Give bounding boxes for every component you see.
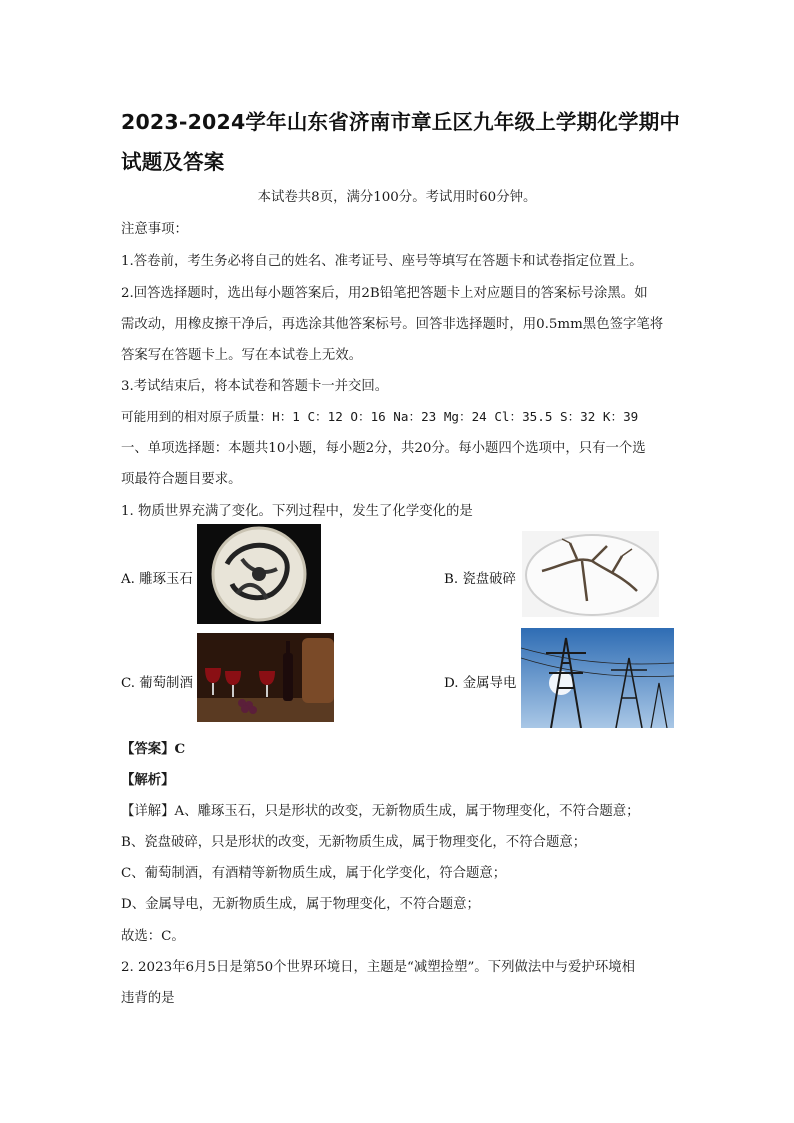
note-item-3: 3.考试结束后，将本试卷和答题卡一并交回。 bbox=[121, 379, 389, 394]
atomic-masses: 可能用到的相对原子质量：H：1 C：12 O：16 Na：23 Mg：24 Cl：35.5 S：32 K：39 bbox=[121, 409, 639, 424]
exam-intro: 本试卷共8页，满分100分。考试用时60分钟。 bbox=[257, 190, 537, 205]
question-2-stem-line-1: 2. 2023年6月5日是第50个世界环境日，主题是“减塑捡塑”。下列做法中与爱护环境相 bbox=[121, 960, 635, 975]
conclusion: 故选：C。 bbox=[121, 929, 185, 944]
broken-plate-image bbox=[522, 531, 659, 617]
jade-carving-image bbox=[197, 524, 321, 624]
option-a-label: A. 雕琢玉石 bbox=[121, 572, 193, 587]
detail-line-b: B、瓷盘破碎，只是形状的改变，无新物质生成，属于物理变化，不符合题意； bbox=[121, 835, 587, 850]
section-heading-line-2: 项最符合题目要求。 bbox=[121, 472, 242, 487]
power-tower-image bbox=[521, 628, 674, 728]
notes-heading: 注意事项： bbox=[121, 222, 188, 237]
detail-line-c: C、葡萄制酒，有酒精等新物质生成，属于化学变化，符合题意； bbox=[121, 866, 507, 881]
detail-line-a: 【详解】A、雕琢玉石，只是形状的改变，无新物质生成，属于物理变化，不符合题意； bbox=[121, 804, 640, 819]
question-1-stem: 1. 物质世界充满了变化。下列过程中，发生了化学变化的是 bbox=[121, 504, 473, 519]
note-item-2-line-3: 答案写在答题卡上。写在本试卷上无效。 bbox=[121, 348, 363, 363]
note-item-2-line-2: 需改动，用橡皮擦干净后，再选涂其他答案标号。回答非选择题时，用0.5mm黑色签字笔将 bbox=[121, 317, 664, 332]
note-item-2-line-1: 2.回答选择题时，选出每小题答案后，用2B铅笔把答题卡上对应题目的答案标号涂黑。如 bbox=[121, 286, 648, 301]
question-2-stem-line-2: 违背的是 bbox=[121, 991, 175, 1006]
answer-label: 【答案】C bbox=[121, 741, 186, 757]
option-b-label: B. 瓷盘破碎 bbox=[444, 572, 516, 587]
note-item-1: 1.答卷前，考生务必将自己的姓名、准考证号、座号等填写在答题卡和试卷指定位置上。 bbox=[121, 254, 643, 269]
analysis-label: 【解析】 bbox=[121, 772, 175, 788]
option-c-label: C. 葡萄制酒 bbox=[121, 676, 193, 691]
wine-image bbox=[197, 633, 334, 722]
title-line-2: 试题及答案 bbox=[121, 150, 225, 174]
section-heading-line-1: 一、单项选择题：本题共10小题，每小题2分，共20分。每小题四个选项中，只有一个选 bbox=[121, 441, 646, 456]
option-d-label: D. 金属导电 bbox=[444, 676, 517, 691]
title-line-1: 2023-2024学年山东省济南市章丘区九年级上学期化学期中 bbox=[121, 110, 681, 134]
detail-line-d: D、金属导电，无新物质生成，属于物理变化，不符合题意； bbox=[121, 897, 480, 912]
